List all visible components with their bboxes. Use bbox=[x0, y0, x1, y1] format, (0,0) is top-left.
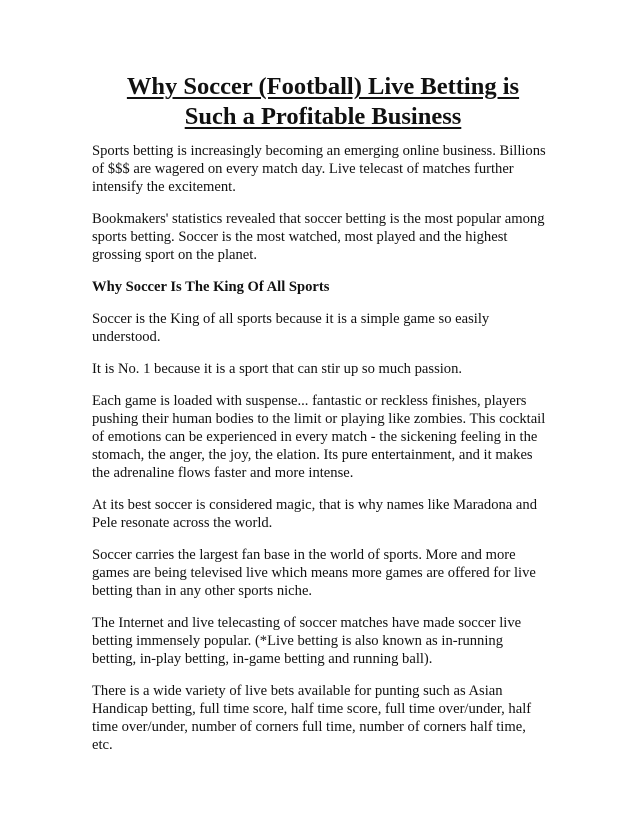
title-line-2: Such a Profitable Business bbox=[184, 103, 462, 130]
paragraph-internet: The Internet and live telecasting of soccer matches have made soccer live betting immensely popular. (*Live betting is also known as in-running betting, in-play betting, in-game betting and running ball). bbox=[92, 615, 522, 667]
paragraph-fan-base: Soccer carries the largest fan base in the world of sports. More and more games are being televised live which means more games are offered for live betting than in any other sports niche. bbox=[92, 547, 536, 599]
paragraph-passion: It is No. 1 because it is a sport that can stir up so much passion. bbox=[92, 361, 463, 377]
paragraph-bookmakers: Bookmakers' statistics revealed that soccer betting is the most popular among sports betting. Soccer is the most watched, most played and the highest grossing sport on the planet. bbox=[92, 211, 545, 263]
title-line-1: Why Soccer (Football) Live Betting is bbox=[126, 73, 520, 100]
section-heading: Why Soccer Is The King Of All Sports bbox=[92, 279, 330, 295]
paragraph-intro: Sports betting is increasingly becoming an emerging online business. Billions of $$$ are wagered on every match day. Live telecast of matches further intensify the excitement. bbox=[92, 143, 546, 195]
paragraph-king: Soccer is the King of all sports because it is a simple game so easily understood. bbox=[92, 311, 490, 345]
paragraph-magic: At its best soccer is considered magic, that is why names like Maradona and Pele resonate across the world. bbox=[92, 497, 537, 531]
document-page bbox=[92, 72, 550, 768]
paragraph-variety: There is a wide variety of live bets available for punting such as Asian Handicap betting, full time score, half time score, full time over/under, half time over/under, number of corners full time, number of corners half time, etc. bbox=[92, 683, 532, 753]
document-title bbox=[92, 72, 550, 132]
paragraph-suspense: Each game is loaded with suspense... fantastic or reckless finishes, players pushing their human bodies to the limit or playing like zombies. This cocktail of emotions can be experienced in every match - the sickening feeling in the stomach, the anger, the joy, the elation. Its pure entertainment, and it makes the adrenaline flows faster and more intense. bbox=[92, 393, 546, 481]
